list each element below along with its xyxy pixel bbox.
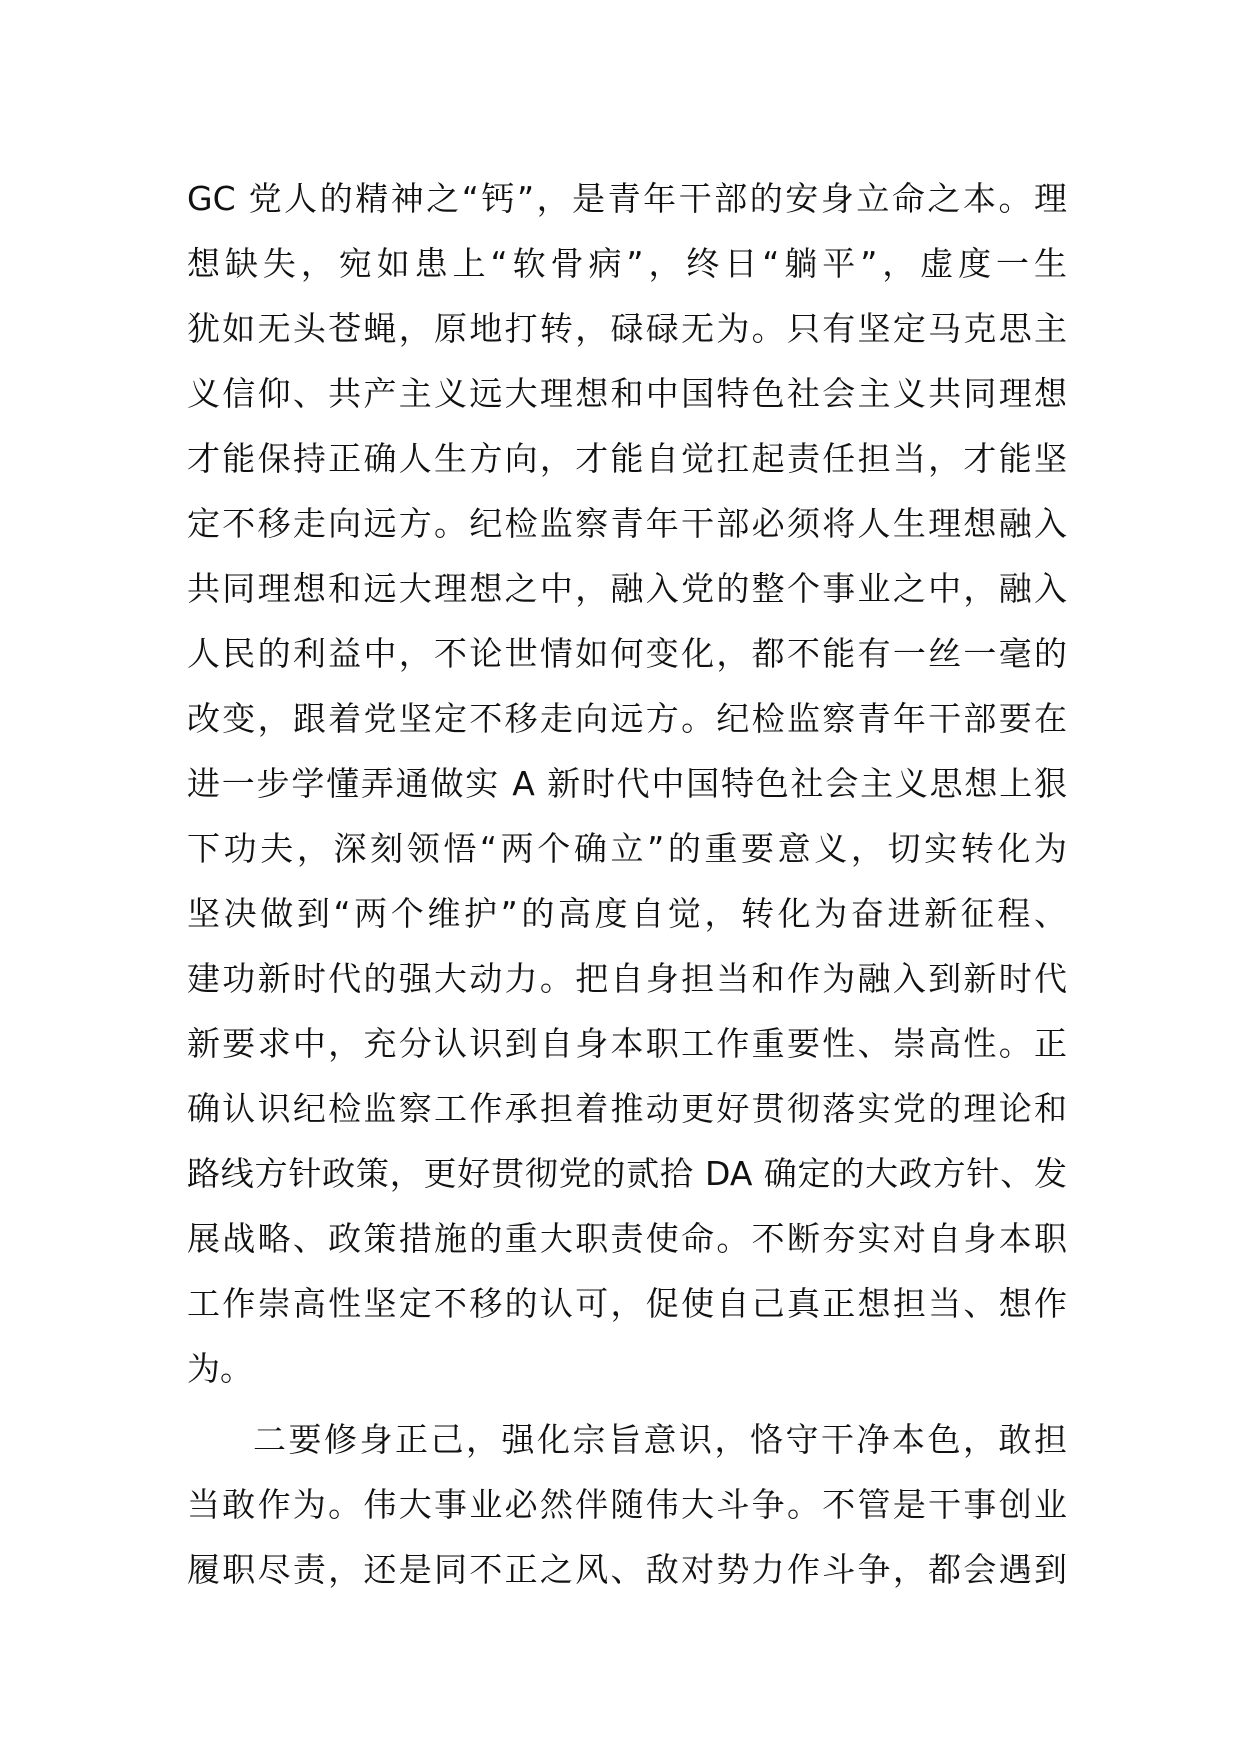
body-text: [187, 166, 1067, 1602]
text-line: 新要求中，充分认识到自身本职工作重要性、崇高性。正: [187, 1024, 1067, 1063]
text-line: 进一步学懂弄通做实 A 新时代中国特色社会主义思想上狠: [187, 764, 1067, 803]
text-line: 建功新时代的强大动力。把自身担当和作为融入到新时代: [187, 959, 1067, 998]
text-line: 工作崇高性坚定不移的认可，促使自己真正想担当、想作: [187, 1284, 1067, 1323]
text-line: 坚决做到“两个维护”的高度自觉，转化为奋进新征程、: [187, 894, 1067, 933]
paragraph-1: [187, 166, 1067, 1401]
text-line: 定不移走向远方。纪检监察青年干部必须将人生理想融入: [187, 504, 1067, 543]
text-line: 展战略、政策措施的重大职责使命。不断夯实对自身本职: [187, 1219, 1067, 1258]
text-line: 为。: [187, 1349, 253, 1388]
text-line: 履职尽责，还是同不正之风、敌对势力作斗争，都会遇到: [187, 1550, 1067, 1589]
text-line: 义信仰、共产主义远大理想和中国特色社会主义共同理想: [187, 374, 1067, 413]
text-line: 路线方针政策，更好贯彻党的贰拾 DA 确定的大政方针、发: [187, 1154, 1067, 1193]
text-line: GC 党人的精神之“钙”，是青年干部的安身立命之本。理: [187, 179, 1067, 218]
text-line: 确认识纪检监察工作承担着推动更好贯彻落实党的理论和: [187, 1089, 1067, 1128]
text-line: 下功夫，深刻领悟“两个确立”的重要意义，切实转化为: [187, 829, 1067, 868]
text-line: 犹如无头苍蝇，原地打转，碌碌无为。只有坚定马克思主: [187, 309, 1067, 348]
text-line: 人民的利益中，不论世情如何变化，都不能有一丝一毫的: [187, 634, 1067, 673]
paragraph-2: [187, 1407, 1067, 1602]
text-line: 才能保持正确人生方向，才能自觉扛起责任担当，才能坚: [187, 439, 1067, 478]
text-line: 改变，跟着党坚定不移走向远方。纪检监察青年干部要在: [187, 699, 1067, 738]
text-line: 想缺失，宛如患上“软骨病”，终日“躺平”，虚度一生: [187, 244, 1067, 283]
text-line: 当敢作为。伟大事业必然伴随伟大斗争。不管是干事创业: [187, 1485, 1067, 1524]
text-line: 二要修身正己，强化宗旨意识，恪守干净本色，敢担: [253, 1420, 1067, 1459]
text-line: 共同理想和远大理想之中，融入党的整个事业之中，融入: [187, 569, 1067, 608]
